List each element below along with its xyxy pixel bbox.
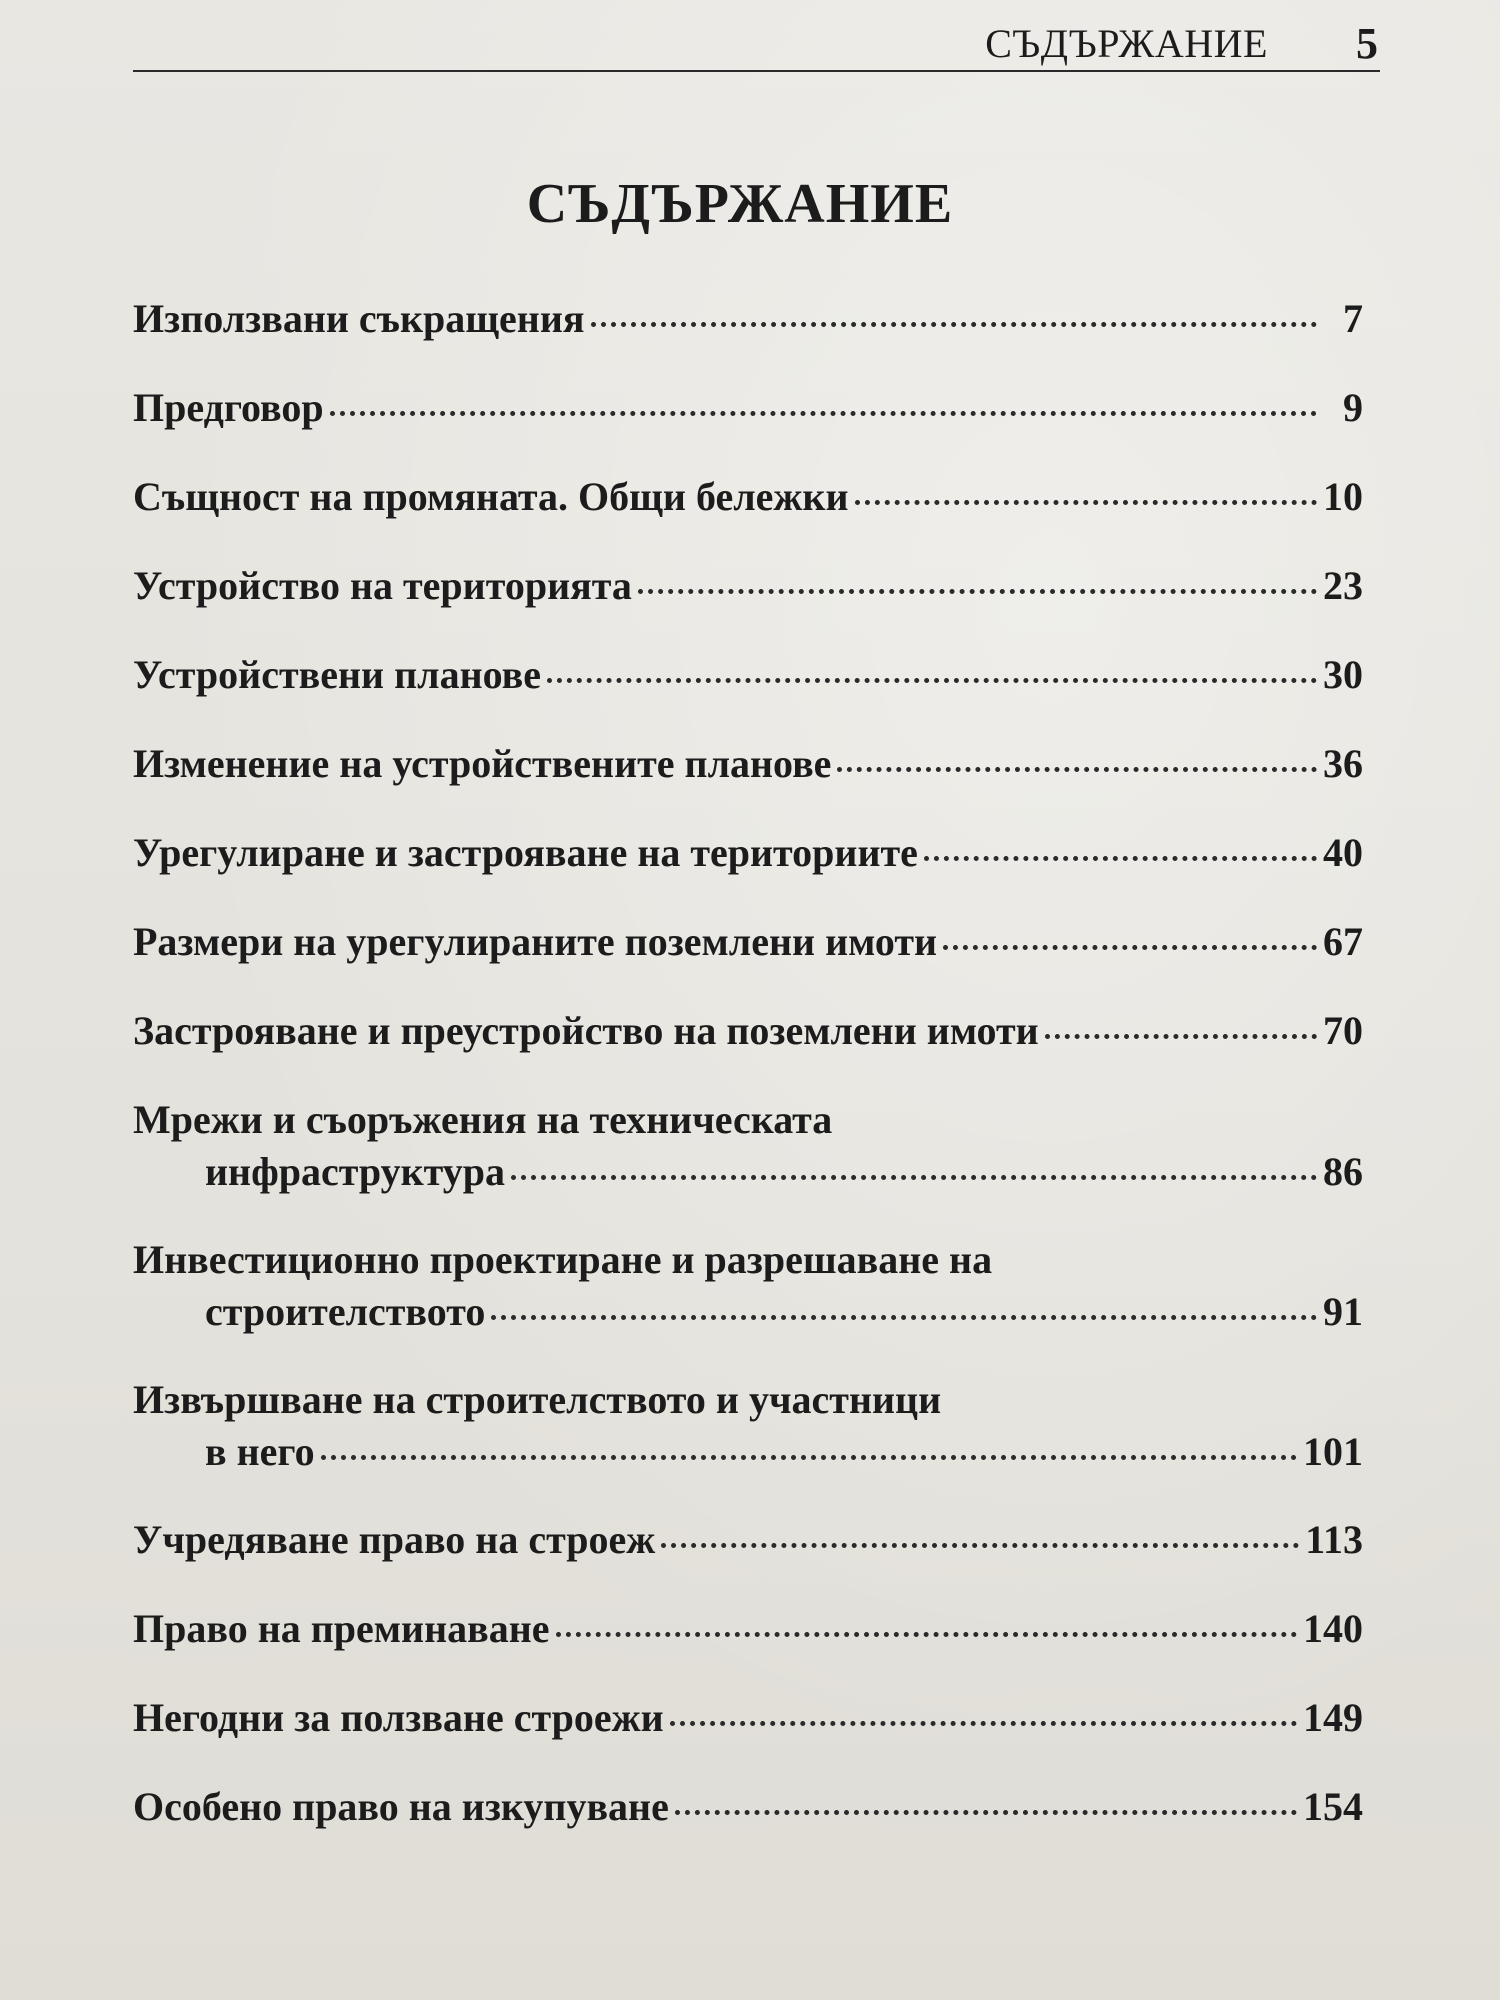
toc-entry-page: 113 bbox=[1305, 1517, 1363, 1562]
toc-entry-title: Размери на урегулираните поземлени имоти bbox=[133, 919, 938, 964]
toc-entry-page: 101 bbox=[1303, 1429, 1363, 1474]
toc-entry-title-continued: инфраструктура bbox=[205, 1149, 506, 1194]
toc-entry-title: Устройствени планове bbox=[133, 652, 541, 697]
toc-entry-title: Негодни за ползване строежи bbox=[133, 1695, 664, 1740]
page-number: 5 bbox=[1356, 19, 1378, 68]
dot-leader bbox=[675, 1810, 1297, 1815]
toc-entry-page: 10 bbox=[1323, 474, 1363, 519]
running-header bbox=[133, 14, 1380, 72]
dot-leader bbox=[1045, 1034, 1317, 1039]
toc-entry-title-continued: строителството bbox=[205, 1289, 486, 1334]
toc-entry[interactable] bbox=[133, 1516, 1363, 1605]
toc-entry[interactable] bbox=[133, 295, 1363, 384]
toc-entry-title: Същност на промяната. Общи бележки bbox=[133, 474, 849, 519]
toc-entry-page: 70 bbox=[1323, 1008, 1363, 1053]
toc-entry-title: Използвани съкращения bbox=[133, 296, 585, 341]
toc-entry-title: Учредяване право на строеж bbox=[133, 1517, 656, 1562]
table-of-contents bbox=[133, 295, 1363, 1872]
toc-entry-title: Застрояване и преустройство на поземлени имоти bbox=[133, 1008, 1039, 1053]
dot-leader bbox=[855, 500, 1318, 505]
toc-entry-page: 149 bbox=[1303, 1695, 1363, 1740]
toc-entry[interactable] bbox=[133, 562, 1363, 651]
toc-entry-title-continued: в него bbox=[205, 1429, 315, 1474]
dot-leader bbox=[943, 945, 1317, 950]
toc-entry-title: Предговор bbox=[133, 385, 324, 430]
dot-leader bbox=[670, 1721, 1297, 1726]
dot-leader bbox=[330, 411, 1317, 416]
toc-entry-page: 140 bbox=[1303, 1606, 1363, 1651]
dot-leader bbox=[321, 1455, 1297, 1460]
toc-entry[interactable] bbox=[133, 1605, 1363, 1694]
toc-entry-title: Устройство на територията bbox=[133, 563, 632, 608]
toc-entry-title: Изменение на устройствените планове bbox=[133, 741, 832, 786]
toc-entry-title: Инвестиционно проектиране и разрешаване на bbox=[133, 1237, 993, 1282]
running-title: СЪДЪРЖАНИЕ bbox=[985, 21, 1268, 66]
toc-entry-page: 9 bbox=[1343, 385, 1363, 430]
toc-entry[interactable] bbox=[133, 829, 1363, 918]
toc-entry[interactable] bbox=[133, 1007, 1363, 1096]
toc-entry[interactable] bbox=[133, 1236, 1363, 1376]
toc-entry[interactable] bbox=[133, 1783, 1363, 1872]
toc-entry-title: Право на преминаване bbox=[133, 1606, 550, 1651]
toc-entry-page: 91 bbox=[1323, 1289, 1363, 1334]
toc-entry-title: Урегулиране и застрояване на териториите bbox=[133, 830, 918, 875]
toc-entry[interactable] bbox=[133, 473, 1363, 562]
toc-entry-page: 36 bbox=[1323, 741, 1363, 786]
dot-leader bbox=[556, 1632, 1297, 1637]
dot-leader bbox=[591, 322, 1317, 327]
toc-entry[interactable] bbox=[133, 740, 1363, 829]
toc-entry-title: Особено право на изкупуване bbox=[133, 1784, 669, 1829]
toc-entry-page: 67 bbox=[1323, 919, 1363, 964]
toc-entry-page: 154 bbox=[1303, 1784, 1363, 1829]
dot-leader bbox=[547, 678, 1317, 683]
toc-entry-page: 23 bbox=[1323, 563, 1363, 608]
dot-leader bbox=[837, 767, 1317, 772]
toc-entry-title: Извършване на строителството и участници bbox=[133, 1377, 942, 1422]
toc-entry-page: 40 bbox=[1323, 830, 1363, 875]
dot-leader bbox=[924, 856, 1317, 861]
dot-leader bbox=[661, 1543, 1299, 1548]
toc-entry[interactable] bbox=[133, 384, 1363, 473]
toc-entry[interactable] bbox=[133, 918, 1363, 1007]
toc-title: СЪДЪРЖАНИЕ bbox=[526, 173, 954, 235]
toc-entry-title: Мрежи и съоръжения на техническата bbox=[133, 1097, 833, 1142]
toc-entry[interactable] bbox=[133, 1694, 1363, 1783]
dot-leader bbox=[511, 1175, 1317, 1180]
toc-entry[interactable] bbox=[133, 1376, 1363, 1516]
dot-leader bbox=[638, 589, 1317, 594]
toc-entry-page: 7 bbox=[1343, 296, 1363, 341]
toc-entry[interactable] bbox=[133, 651, 1363, 740]
dot-leader bbox=[491, 1315, 1317, 1320]
toc-entry-page: 30 bbox=[1323, 652, 1363, 697]
toc-entry-page: 86 bbox=[1323, 1149, 1363, 1194]
toc-entry[interactable] bbox=[133, 1096, 1363, 1236]
